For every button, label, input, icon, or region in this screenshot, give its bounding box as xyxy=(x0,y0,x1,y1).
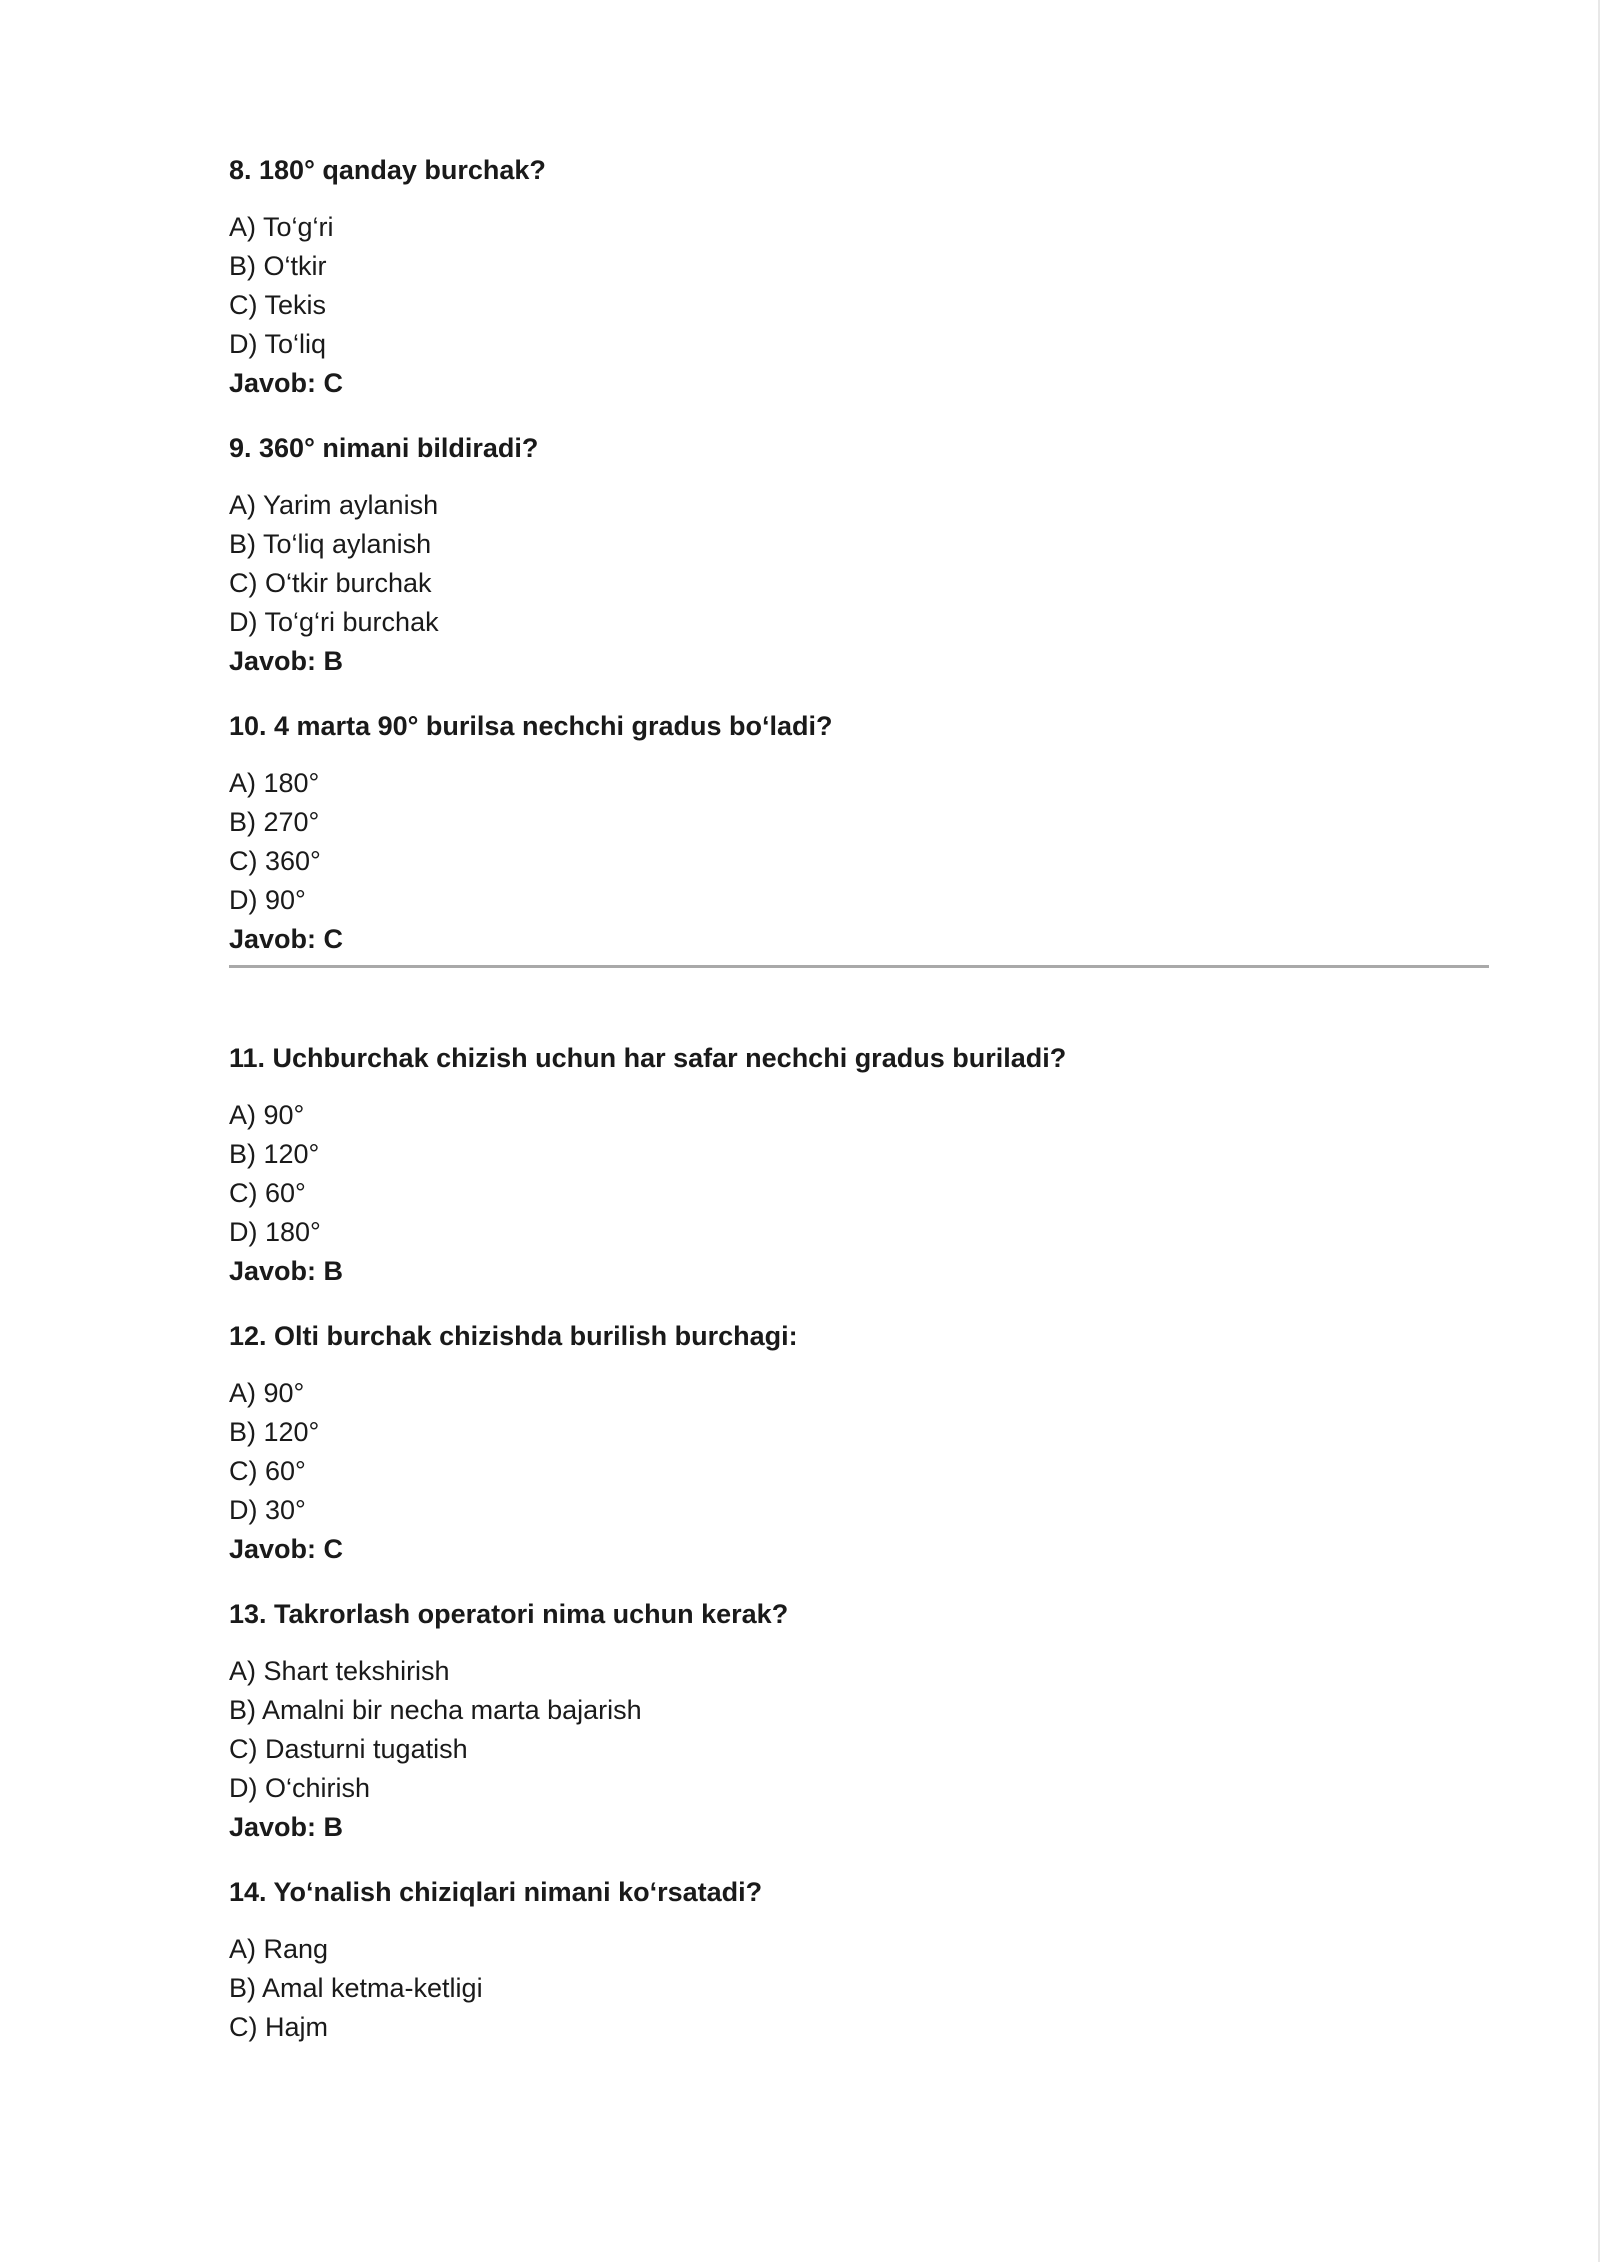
answer-line: Javob: C xyxy=(229,368,344,398)
answer-line: Javob: B xyxy=(229,1812,344,1842)
question-8 xyxy=(229,150,1489,403)
option-c: C) 60° xyxy=(229,1456,306,1486)
answer-line: Javob: C xyxy=(229,1534,344,1564)
option-c: C) 60° xyxy=(229,1178,306,1208)
question-title: 11. Uchburchak chizish uchun har safar nechchi gradus buriladi? xyxy=(229,1043,1067,1073)
option-c: C) Tekis xyxy=(229,290,327,320)
question-title: 14. Yo‘nalish chiziqlari nimani ko‘rsatadi? xyxy=(229,1877,763,1907)
quiz-content xyxy=(229,150,1489,2072)
option-b: B) O‘tkir xyxy=(229,251,327,281)
option-b: B) 120° xyxy=(229,1139,320,1169)
question-title: 13. Takrorlash operatori nima uchun kerak? xyxy=(229,1599,789,1629)
option-d: D) 180° xyxy=(229,1217,321,1247)
question-title: 9. 360° nimani bildiradi? xyxy=(229,433,539,463)
option-c: C) 360° xyxy=(229,846,321,876)
option-d: D) To‘liq xyxy=(229,329,327,359)
question-14 xyxy=(229,1872,1489,2047)
option-a: A) Shart tekshirish xyxy=(229,1656,450,1686)
option-a: A) 90° xyxy=(229,1378,305,1408)
question-10 xyxy=(229,706,1489,959)
option-d: D) 30° xyxy=(229,1495,306,1525)
answer-line: Javob: B xyxy=(229,646,344,676)
option-b: B) Amalni bir necha marta bajarish xyxy=(229,1695,642,1725)
option-a: A) 180° xyxy=(229,768,320,798)
question-12 xyxy=(229,1316,1489,1569)
option-b: B) To‘liq aylanish xyxy=(229,529,432,559)
option-d: D) 90° xyxy=(229,885,306,915)
option-d: D) To‘g‘ri burchak xyxy=(229,607,439,637)
option-a: A) 90° xyxy=(229,1100,305,1130)
option-c: C) O‘tkir burchak xyxy=(229,568,432,598)
option-d: D) O‘chirish xyxy=(229,1773,371,1803)
question-title: 12. Olti burchak chizishda burilish burchagi: xyxy=(229,1321,798,1351)
question-title: 8. 180° qanday burchak? xyxy=(229,155,546,185)
option-a: A) Yarim aylanish xyxy=(229,490,439,520)
answer-line: Javob: C xyxy=(229,924,344,954)
option-c: C) Dasturni tugatish xyxy=(229,1734,468,1764)
option-a: A) To‘g‘ri xyxy=(229,212,334,242)
option-a: A) Rang xyxy=(229,1934,329,1964)
question-11 xyxy=(229,1038,1489,1291)
question-9 xyxy=(229,428,1489,681)
option-b: B) Amal ketma-ketligi xyxy=(229,1973,483,2003)
option-b: B) 120° xyxy=(229,1417,320,1447)
answer-line: Javob: B xyxy=(229,1256,344,1286)
horizontal-divider xyxy=(229,965,1489,968)
question-13 xyxy=(229,1594,1489,1847)
option-c: C) Hajm xyxy=(229,2012,328,2042)
option-b: B) 270° xyxy=(229,807,320,837)
question-title: 10. 4 marta 90° burilsa nechchi gradus bo‘ladi? xyxy=(229,711,833,741)
